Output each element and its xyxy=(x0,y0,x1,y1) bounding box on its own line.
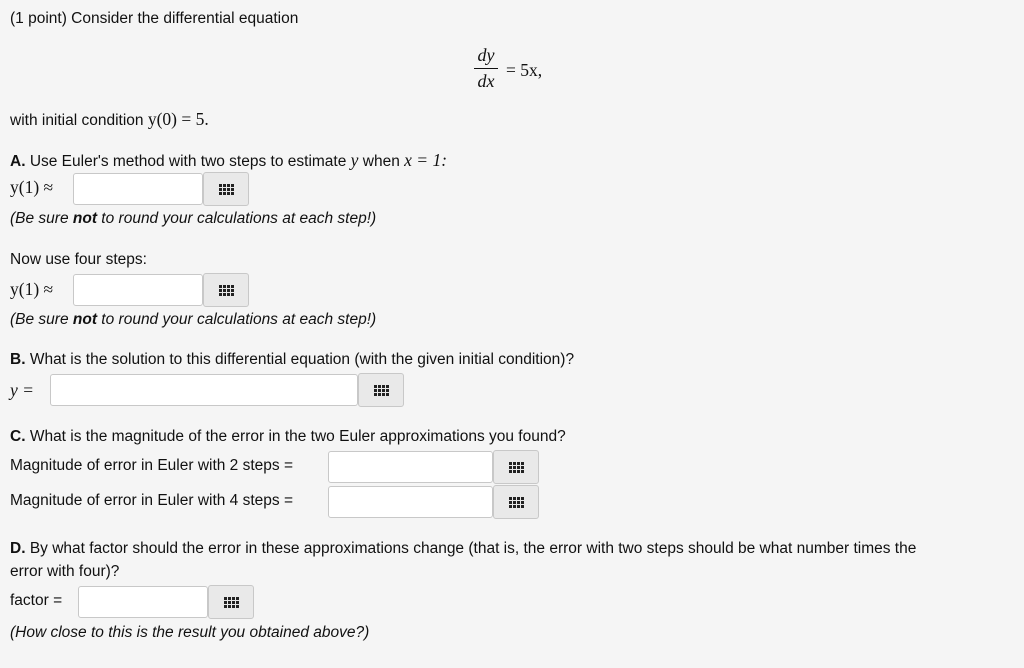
keypad-grid-icon xyxy=(374,385,389,396)
ode-denominator: dx xyxy=(477,71,495,91)
b-solution-keypad-button[interactable] xyxy=(358,373,404,407)
a-four-steps-input[interactable] xyxy=(74,275,202,305)
c-err2-input[interactable] xyxy=(329,452,492,482)
a-four-steps-field[interactable] xyxy=(73,274,203,306)
ic-math: y(0) = 5. xyxy=(147,109,209,129)
keypad-grid-icon xyxy=(509,497,524,508)
a-two-steps-input[interactable] xyxy=(74,174,202,204)
c-err2-field[interactable] xyxy=(328,451,493,483)
ode-fraction xyxy=(474,45,498,92)
a-two-steps-lhs: y(1) ≈ xyxy=(10,177,54,197)
part-c-question: C. What is the magnitude of the error in the two Euler approximations you found? xyxy=(10,428,566,445)
a-note-1: (Be sure not to round your calculations at each step!) xyxy=(10,210,377,227)
d-note: (How close to this is the result you obtained above?) xyxy=(10,624,370,641)
d-factor-field[interactable] xyxy=(78,586,208,618)
part-d-question-line2: error with four)? xyxy=(10,563,120,580)
d-factor-keypad-button[interactable] xyxy=(208,585,254,619)
d-factor-label: factor = xyxy=(10,592,63,609)
b-solution-field[interactable] xyxy=(50,374,358,406)
c-err2-keypad-button[interactable] xyxy=(493,450,539,484)
ic-prefix: with initial condition xyxy=(10,112,144,129)
c-err4-input[interactable] xyxy=(329,487,492,517)
part-d-question-line1: D. By what factor should the error in these approximations change (that is, the error with two steps should be what number times the xyxy=(10,540,917,557)
c-err4-field[interactable] xyxy=(328,486,493,518)
d-factor-input[interactable] xyxy=(79,587,207,617)
c-err2-label: Magnitude of error in Euler with 2 steps = xyxy=(10,457,294,474)
keypad-grid-icon xyxy=(224,597,239,608)
keypad-grid-icon xyxy=(219,184,234,195)
a-note-2: (Be sure not to round your calculations at each step!) xyxy=(10,311,377,328)
a-two-steps-keypad-button[interactable] xyxy=(203,172,249,206)
part-b-label: B. xyxy=(10,351,26,368)
a-two-steps-field[interactable] xyxy=(73,173,203,205)
ode-numerator: dy xyxy=(477,45,495,65)
part-a-label: A. xyxy=(10,153,26,170)
a-four-steps-keypad-button[interactable] xyxy=(203,273,249,307)
ode-rhs: = 5x, xyxy=(506,60,543,80)
keypad-grid-icon xyxy=(509,462,524,473)
four-steps-label: Now use four steps: xyxy=(10,251,147,268)
b-solution-lhs: y = xyxy=(10,380,34,400)
c-err4-label: Magnitude of error in Euler with 4 steps = xyxy=(10,492,294,509)
part-d-label: D. xyxy=(10,540,26,557)
c-err4-keypad-button[interactable] xyxy=(493,485,539,519)
keypad-grid-icon xyxy=(219,285,234,296)
part-a-question: A. Use Euler's method with two steps to estimate y when x = 1: xyxy=(10,150,448,170)
part-b-question: B. What is the solution to this differential equation (with the given initial condition)? xyxy=(10,351,575,368)
a-four-steps-lhs: y(1) ≈ xyxy=(10,279,54,299)
b-solution-input[interactable] xyxy=(51,375,357,405)
part-c-label: C. xyxy=(10,428,26,445)
initial-condition xyxy=(10,109,209,130)
intro-text: (1 point) Consider the differential equation xyxy=(10,10,299,27)
